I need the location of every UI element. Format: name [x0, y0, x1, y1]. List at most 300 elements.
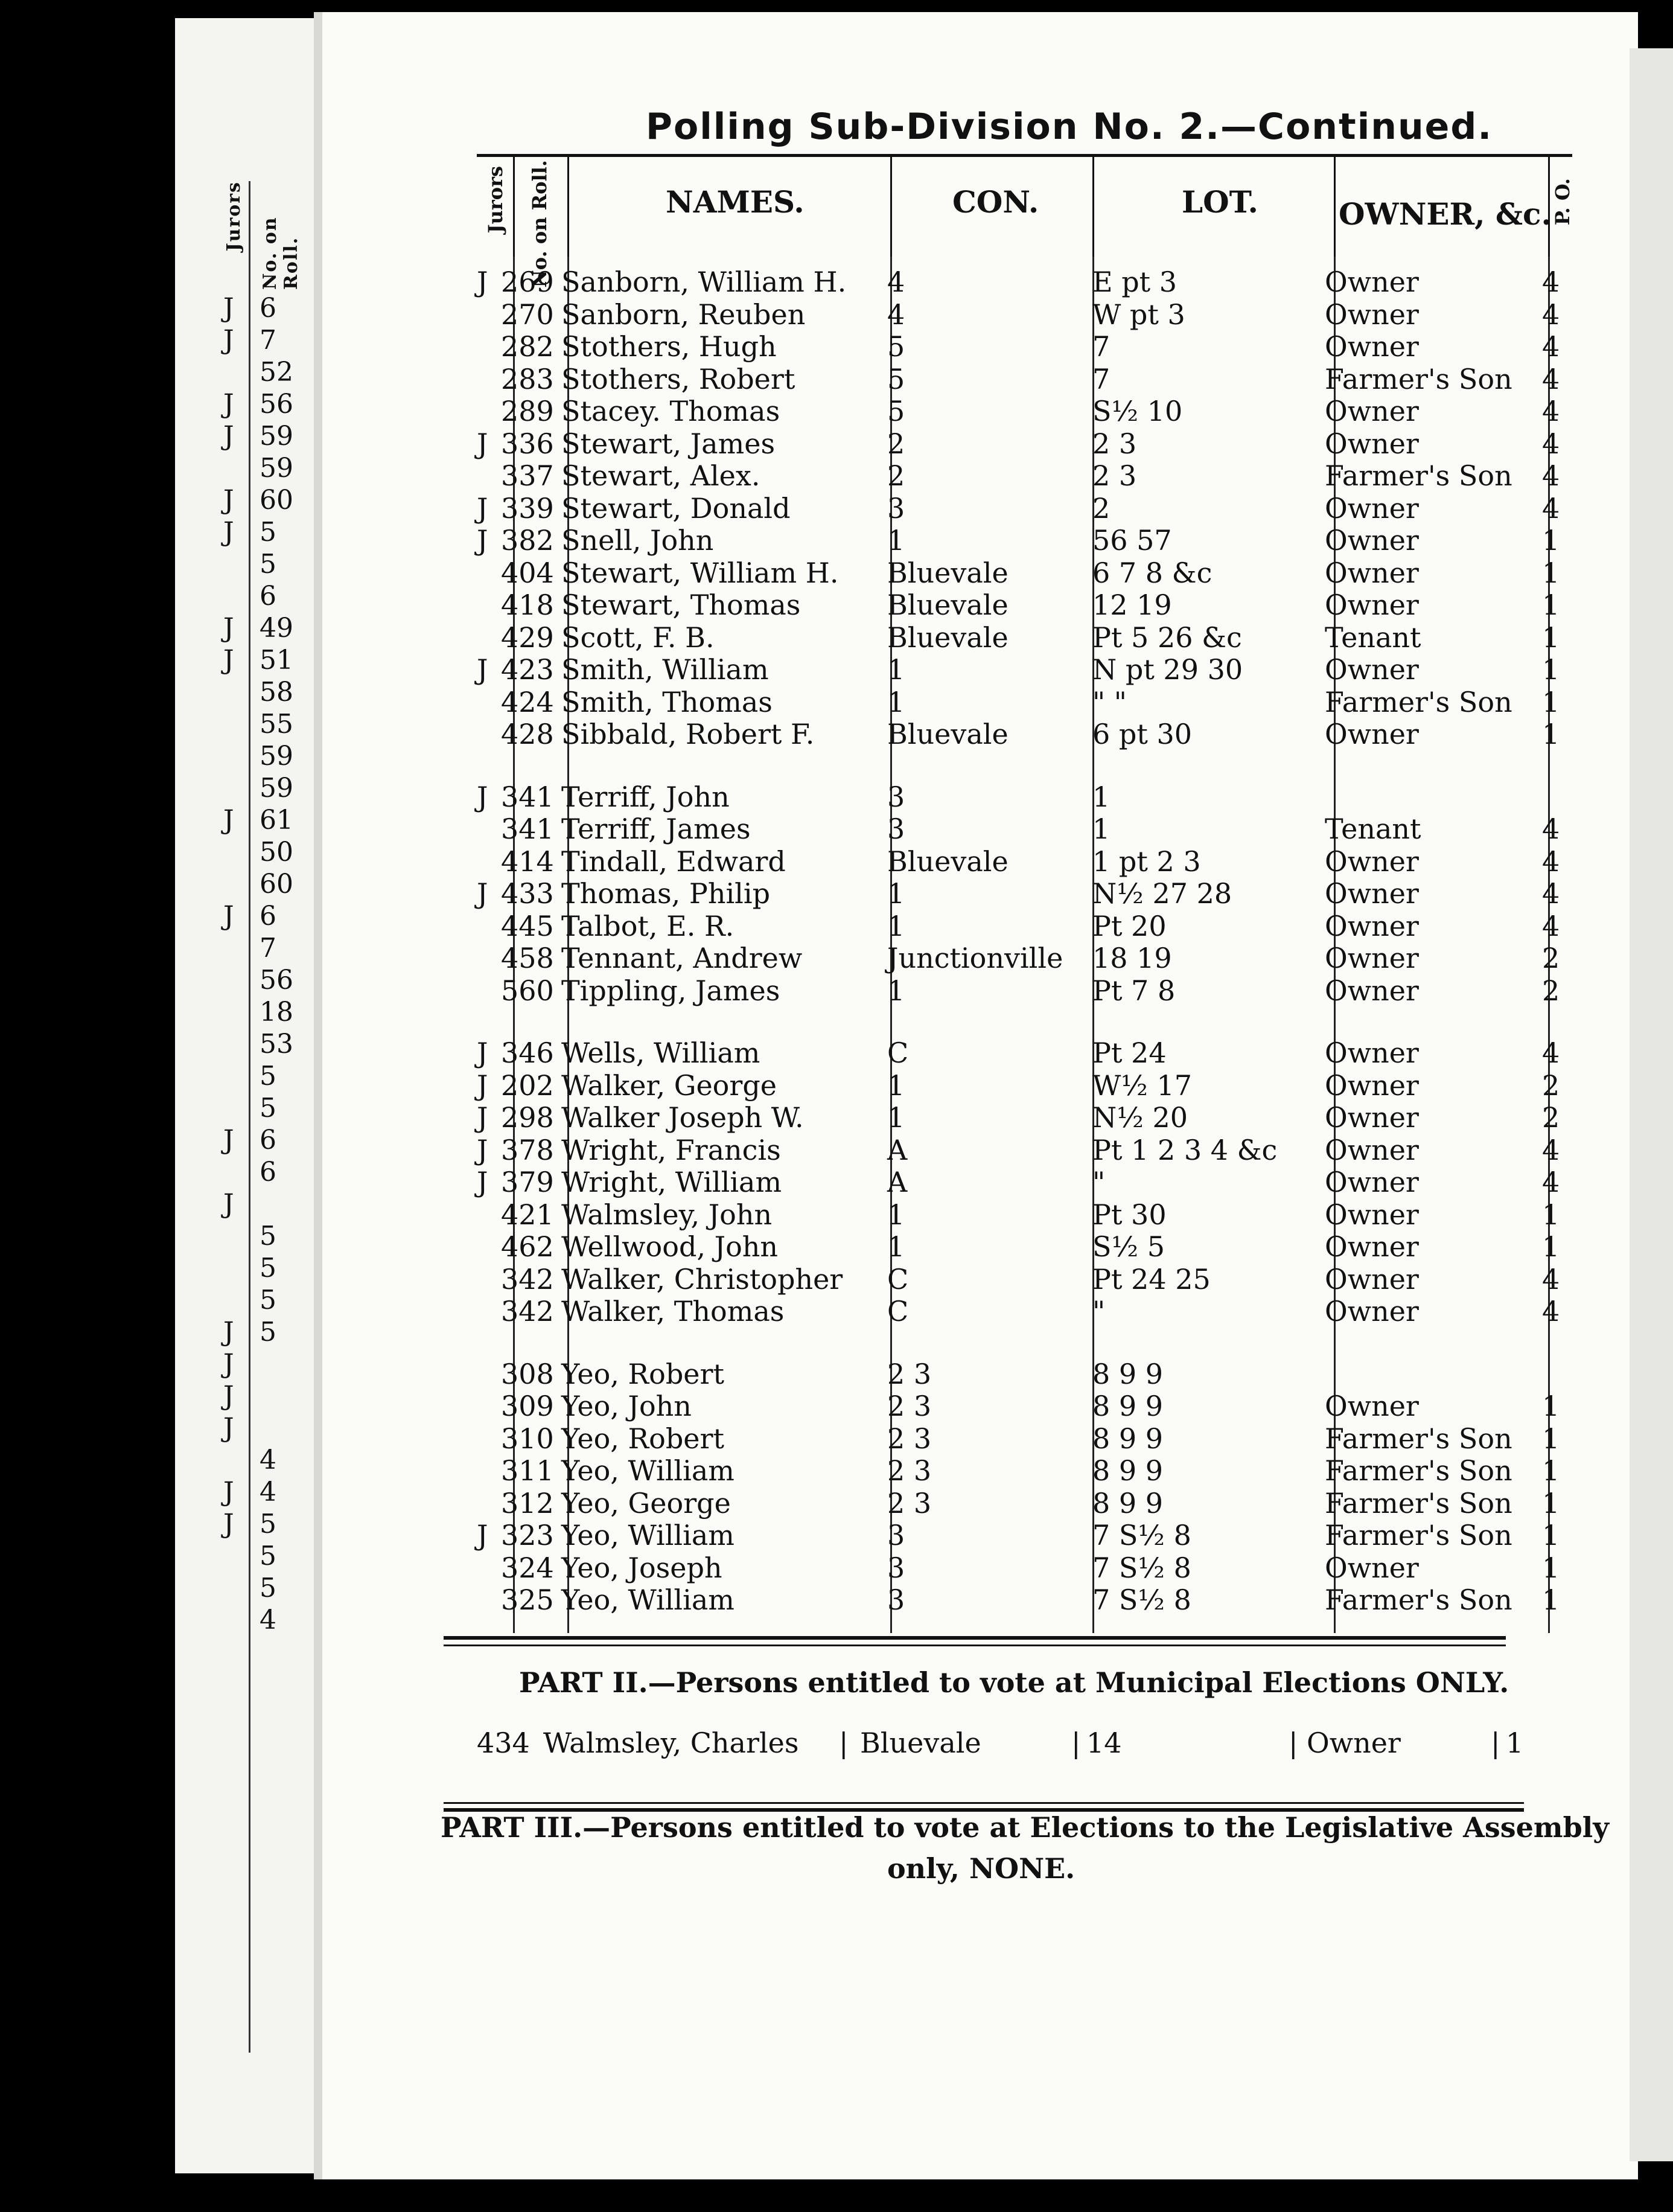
row-owner: Owner — [1325, 1134, 1419, 1166]
left-roll-number: 5 — [260, 1253, 276, 1283]
left-roll-number: 56 — [260, 389, 293, 420]
row-lot: 7 S½ 8 — [1092, 1552, 1191, 1584]
right-page-edge — [1630, 48, 1673, 2161]
left-roll-number: 60 — [260, 869, 293, 900]
left-page-row — [223, 1029, 308, 1059]
row-con: 2 3 — [887, 1487, 932, 1520]
left-page-row — [223, 901, 308, 931]
left-roll-number: 5 — [260, 1285, 276, 1315]
left-juror-mark: J — [223, 389, 234, 420]
left-juror-mark: J — [223, 1125, 234, 1156]
row-owner: Owner — [1325, 845, 1419, 878]
row-owner: Owner — [1325, 910, 1419, 942]
left-page-row — [223, 389, 308, 419]
row-con: A — [887, 1166, 908, 1198]
row-lot: " " — [1092, 686, 1127, 718]
table-row — [471, 1134, 1575, 1166]
row-con: 4 — [887, 298, 905, 331]
left-roll-number: 18 — [260, 997, 293, 1028]
row-roll-number: 282 — [501, 330, 554, 363]
row-owner: Owner — [1325, 653, 1419, 686]
left-page-row — [223, 421, 308, 451]
row-name: Terriff, John — [561, 781, 730, 813]
row-owner: Owner — [1325, 1166, 1419, 1198]
row-owner: Farmer's Son — [1325, 1454, 1512, 1487]
row-con: 1 — [887, 524, 905, 557]
table-row — [471, 686, 1575, 718]
left-roll-number: 6 — [260, 1157, 276, 1188]
row-po: 1 — [1542, 1390, 1560, 1422]
table-row — [471, 1263, 1575, 1296]
left-page-row — [223, 1061, 308, 1091]
part2-po: 1 — [1506, 1727, 1524, 1759]
row-owner: Owner — [1325, 974, 1419, 1007]
left-jurors-header: Jurors — [223, 181, 244, 252]
row-roll-number: 418 — [501, 589, 554, 621]
row-roll-number: 298 — [501, 1101, 554, 1134]
row-con: 4 — [887, 266, 905, 298]
row-roll-number: 336 — [501, 427, 554, 460]
row-roll-number: 325 — [501, 1584, 554, 1616]
part1-end-rule-thin — [444, 1645, 1506, 1646]
table-row — [471, 877, 1575, 910]
row-roll-number: 310 — [501, 1422, 554, 1455]
row-po: 4 — [1542, 1037, 1560, 1069]
row-owner: Farmer's Son — [1325, 459, 1512, 492]
row-con: 3 — [887, 1552, 905, 1584]
row-name: Thomas, Philip — [561, 877, 771, 910]
table-row — [471, 845, 1575, 878]
row-po: 1 — [1542, 1584, 1560, 1616]
row-po: 1 — [1542, 1198, 1560, 1231]
left-roll-number: 59 — [260, 773, 293, 804]
row-roll-number: 462 — [501, 1230, 554, 1263]
row-juror-mark: J — [477, 427, 488, 460]
row-po: 1 — [1542, 1552, 1560, 1584]
row-name: Walmsley, John — [561, 1198, 773, 1231]
row-po: 1 — [1542, 653, 1560, 686]
row-owner: Owner — [1325, 1037, 1419, 1069]
row-con: 2 3 — [887, 1454, 932, 1487]
left-roll-number: 4 — [260, 1477, 276, 1507]
row-name: Tippling, James — [561, 974, 780, 1007]
row-po: 4 — [1542, 910, 1560, 942]
header-po — [1548, 154, 1574, 257]
row-lot: 18 19 — [1092, 942, 1172, 974]
header-lot — [1092, 154, 1336, 257]
row-con: 1 — [887, 653, 905, 686]
part2-owner: Owner — [1307, 1727, 1401, 1759]
part2-lot: 14 — [1086, 1727, 1122, 1759]
left-roll-number: 6 — [260, 293, 276, 324]
row-name: Wellwood, John — [561, 1230, 779, 1263]
row-name: Stewart, Alex. — [561, 459, 760, 492]
row-po: 1 — [1542, 686, 1560, 718]
left-juror-mark: J — [223, 1509, 234, 1539]
row-lot: 8 9 9 — [1092, 1454, 1164, 1487]
left-juror-mark: J — [223, 421, 234, 452]
row-con: 2 3 — [887, 1422, 932, 1455]
row-roll-number: 404 — [501, 557, 554, 589]
row-name: Sanborn, Reuben — [561, 298, 806, 331]
row-owner: Owner — [1325, 1552, 1419, 1584]
row-po: 1 — [1542, 1487, 1560, 1520]
row-con: Bluevale — [887, 589, 1009, 621]
row-lot: Pt 24 25 — [1092, 1263, 1211, 1296]
row-con: 2 3 — [887, 1390, 932, 1422]
row-lot: " — [1092, 1166, 1106, 1198]
table-row — [471, 718, 1575, 750]
row-roll-number: 341 — [501, 781, 554, 813]
left-page-row — [223, 837, 308, 867]
header-con — [890, 154, 1094, 257]
left-roll-number: 56 — [260, 965, 293, 996]
row-roll-number: 433 — [501, 877, 554, 910]
left-roll-number: 5 — [260, 1573, 276, 1603]
row-roll-number: 324 — [501, 1552, 554, 1584]
row-name: Walker Joseph W. — [561, 1101, 804, 1134]
row-roll-number: 269 — [501, 266, 554, 298]
row-con: 5 — [887, 363, 905, 395]
row-name: Sanborn, William H. — [561, 266, 847, 298]
row-name: Stewart, William H. — [561, 557, 839, 589]
row-owner: Owner — [1325, 1198, 1419, 1231]
row-con: 2 3 — [887, 1358, 932, 1390]
left-page-header — [211, 181, 302, 290]
left-juror-mark: J — [223, 1349, 234, 1379]
row-owner: Owner — [1325, 877, 1419, 910]
row-name: Yeo, William — [561, 1454, 735, 1487]
row-con: C — [887, 1263, 909, 1296]
table-row — [471, 524, 1575, 557]
row-name: Walker, Christopher — [561, 1263, 843, 1296]
table-row — [471, 781, 1575, 813]
row-lot: 1 — [1092, 813, 1111, 845]
row-po: 1 — [1542, 557, 1560, 589]
row-lot: 12 19 — [1092, 589, 1172, 621]
row-name: Wright, William — [561, 1166, 782, 1198]
left-page-row — [223, 645, 308, 675]
left-roll-number: 60 — [260, 485, 293, 516]
header-con-label: CON. — [952, 184, 1039, 220]
left-page-row — [223, 1285, 308, 1315]
row-po: 4 — [1542, 877, 1560, 910]
table-row — [471, 910, 1575, 942]
left-page-row — [223, 1413, 308, 1443]
table-row — [471, 266, 1575, 298]
header-jurors — [477, 154, 513, 257]
left-page-row — [223, 517, 308, 547]
row-con: 1 — [887, 974, 905, 1007]
row-name: Yeo, Robert — [561, 1358, 725, 1390]
row-con: 1 — [887, 686, 905, 718]
row-owner: Owner — [1325, 1069, 1419, 1102]
row-owner: Owner — [1325, 1390, 1419, 1422]
row-lot: N½ 20 — [1092, 1101, 1188, 1134]
left-page-row — [223, 677, 308, 707]
row-name: Yeo, John — [561, 1390, 692, 1422]
left-roll-number: 58 — [260, 677, 293, 708]
left-roll-number: 51 — [260, 645, 293, 676]
row-roll-number: 308 — [501, 1358, 554, 1390]
left-roll-number: 59 — [260, 453, 293, 484]
row-owner: Owner — [1325, 942, 1419, 974]
left-roll-number: 59 — [260, 741, 293, 772]
row-roll-number: 428 — [501, 718, 554, 750]
left-page-row — [223, 1509, 308, 1539]
row-po: 4 — [1542, 298, 1560, 331]
table-row — [471, 1230, 1575, 1263]
row-roll-number: 323 — [501, 1519, 554, 1552]
row-po: 1 — [1542, 524, 1560, 557]
row-juror-mark: J — [477, 1166, 488, 1198]
left-page-row — [223, 1253, 308, 1283]
left-roll-number: 5 — [260, 1061, 276, 1092]
row-lot: 8 9 9 — [1092, 1358, 1164, 1390]
left-page-row — [223, 1445, 308, 1475]
left-roll-number: 53 — [260, 1029, 293, 1060]
row-con: 1 — [887, 1101, 905, 1134]
row-po: 2 — [1542, 974, 1560, 1007]
left-roll-number: 6 — [260, 901, 276, 932]
row-con: 3 — [887, 1584, 905, 1616]
left-juror-mark: J — [223, 645, 234, 676]
row-owner: Farmer's Son — [1325, 1584, 1512, 1616]
left-juror-mark: J — [223, 805, 234, 836]
left-roll-number: 5 — [260, 1093, 276, 1124]
left-roll-number: 7 — [260, 325, 276, 356]
table-row — [471, 1295, 1575, 1328]
row-lot: W pt 3 — [1092, 298, 1185, 331]
row-name: Wright, Francis — [561, 1134, 781, 1166]
row-name: Talbot, E. R. — [561, 910, 735, 942]
row-owner: Farmer's Son — [1325, 1422, 1512, 1455]
row-owner: Owner — [1325, 298, 1419, 331]
left-juror-mark: J — [223, 1413, 234, 1443]
table-row — [471, 330, 1575, 363]
row-po: 4 — [1542, 1134, 1560, 1166]
row-po: 4 — [1542, 459, 1560, 492]
part1-end-rule — [444, 1636, 1506, 1640]
row-con: 3 — [887, 1519, 905, 1552]
row-owner: Owner — [1325, 492, 1419, 525]
header-names-label: NAMES. — [666, 184, 805, 220]
table-row — [471, 492, 1575, 525]
row-po: 4 — [1542, 492, 1560, 525]
row-roll-number: 342 — [501, 1263, 554, 1296]
row-lot: 8 9 9 — [1092, 1390, 1164, 1422]
left-page-row — [223, 1221, 308, 1251]
left-page-row — [223, 549, 308, 579]
left-juror-mark: J — [223, 613, 234, 644]
left-roll-number: 5 — [260, 1221, 276, 1251]
row-name: Walker, George — [561, 1069, 777, 1102]
row-po: 4 — [1542, 395, 1560, 427]
row-roll-number: 423 — [501, 653, 554, 686]
row-name: Yeo, Joseph — [561, 1552, 722, 1584]
row-owner: Farmer's Son — [1325, 686, 1512, 718]
row-roll-number: 341 — [501, 813, 554, 845]
row-con: 3 — [887, 492, 905, 525]
row-owner: Farmer's Son — [1325, 1519, 1512, 1552]
row-con: C — [887, 1037, 909, 1069]
row-lot: 2 3 — [1092, 459, 1137, 492]
left-roll-number: 5 — [260, 549, 276, 580]
row-lot: 6 pt 30 — [1092, 718, 1192, 750]
left-page-row — [223, 1381, 308, 1411]
row-con: 2 — [887, 459, 905, 492]
row-po: 4 — [1542, 845, 1560, 878]
table-row — [471, 1519, 1575, 1552]
left-page-row — [223, 805, 308, 835]
left-roll-number: 50 — [260, 837, 293, 868]
row-con: Junctionville — [887, 942, 1063, 974]
left-page-row — [223, 1605, 308, 1635]
row-roll-number: 346 — [501, 1037, 554, 1069]
row-roll-number: 378 — [501, 1134, 554, 1166]
part3-heading-continued: only, NONE. — [887, 1852, 1076, 1885]
row-lot: Pt 5 26 &c — [1092, 621, 1242, 654]
left-roll-number: 49 — [260, 613, 293, 644]
row-name: Snell, John — [561, 524, 714, 557]
row-lot: Pt 24 — [1092, 1037, 1167, 1069]
row-con: Bluevale — [887, 621, 1009, 654]
row-name: Stewart, Thomas — [561, 589, 801, 621]
row-lot: Pt 30 — [1092, 1198, 1167, 1231]
row-roll-number: 283 — [501, 363, 554, 395]
row-con: 5 — [887, 395, 905, 427]
row-lot: 7 S½ 8 — [1092, 1519, 1191, 1552]
left-page-row — [223, 293, 308, 323]
row-roll-number: 421 — [501, 1198, 554, 1231]
row-roll-number: 202 — [501, 1069, 554, 1102]
row-owner: Owner — [1325, 427, 1419, 460]
row-lot: 1 pt 2 3 — [1092, 845, 1201, 878]
table-row — [471, 1422, 1575, 1455]
row-con: 3 — [887, 781, 905, 813]
row-name: Scott, F. B. — [561, 621, 715, 654]
table-row — [471, 1037, 1575, 1069]
row-lot: N½ 27 28 — [1092, 877, 1232, 910]
row-roll-number: 458 — [501, 942, 554, 974]
part2-con-divider: | — [839, 1727, 849, 1759]
table-row — [471, 589, 1575, 621]
row-lot: 8 9 9 — [1092, 1422, 1164, 1455]
left-roll-header: No. on Roll. — [260, 216, 302, 290]
row-juror-mark: J — [477, 781, 488, 813]
part2-heading: PART II.—Persons entitled to vote at Municipal Elections ONLY. — [519, 1666, 1509, 1699]
row-con: 1 — [887, 1230, 905, 1263]
row-roll-number: 289 — [501, 395, 554, 427]
row-owner: Farmer's Son — [1325, 363, 1512, 395]
table-row — [471, 395, 1575, 427]
part2-con: Bluevale — [860, 1727, 981, 1759]
part2-owner-divider: | — [1289, 1727, 1298, 1759]
part2-row — [477, 1727, 1563, 1763]
row-roll-number: 312 — [501, 1487, 554, 1520]
row-juror-mark: J — [477, 1069, 488, 1102]
row-lot: W½ 17 — [1092, 1069, 1193, 1102]
row-con: 1 — [887, 877, 905, 910]
table-row — [471, 363, 1575, 395]
left-page-row — [223, 773, 308, 803]
row-roll-number: 379 — [501, 1166, 554, 1198]
row-lot: S½ 5 — [1092, 1230, 1165, 1263]
row-name: Yeo, Robert — [561, 1422, 725, 1455]
row-lot: Pt 20 — [1092, 910, 1167, 942]
row-owner: Owner — [1325, 1263, 1419, 1296]
row-name: Tindall, Edward — [561, 845, 786, 878]
row-con: 3 — [887, 813, 905, 845]
left-page-row — [223, 357, 308, 387]
row-roll-number: 414 — [501, 845, 554, 878]
row-po: 1 — [1542, 621, 1560, 654]
row-roll-number: 445 — [501, 910, 554, 942]
left-roll-number: 4 — [260, 1605, 276, 1635]
table-row — [471, 813, 1575, 845]
row-lot: Pt 7 8 — [1092, 974, 1176, 1007]
left-juror-mark: J — [223, 1477, 234, 1507]
table-row — [471, 653, 1575, 686]
row-lot: 8 9 9 — [1092, 1487, 1164, 1520]
row-juror-mark: J — [477, 1519, 488, 1552]
row-roll-number: 429 — [501, 621, 554, 654]
row-lot: " — [1092, 1295, 1106, 1328]
row-lot: S½ 10 — [1092, 395, 1183, 427]
header-roll-label: No. on Roll. — [528, 160, 551, 288]
row-lot: Pt 1 2 3 4 &c — [1092, 1134, 1278, 1166]
header-owner-label: OWNER, &c. — [1339, 196, 1552, 232]
row-roll-number: 311 — [501, 1454, 554, 1487]
table-row — [471, 557, 1575, 589]
row-po: 1 — [1542, 589, 1560, 621]
row-owner: Owner — [1325, 266, 1419, 298]
left-roll-number: 5 — [260, 1509, 276, 1539]
left-juror-mark: J — [223, 1189, 234, 1219]
row-roll-number: 382 — [501, 524, 554, 557]
row-owner: Owner — [1325, 589, 1419, 621]
row-juror-mark: J — [477, 1134, 488, 1166]
left-roll-number: 6 — [260, 581, 276, 612]
row-po: 4 — [1542, 330, 1560, 363]
left-roll-number: 59 — [260, 421, 293, 452]
row-name: Yeo, William — [561, 1519, 735, 1552]
table-row — [471, 1198, 1575, 1231]
left-juror-mark: J — [223, 293, 234, 324]
table-row — [471, 298, 1575, 331]
part2-po-divider: | — [1491, 1727, 1500, 1759]
left-page-row — [223, 869, 308, 899]
table-row — [471, 1166, 1575, 1198]
header-lot-label: LOT. — [1182, 184, 1258, 220]
left-roll-number: 4 — [260, 1445, 276, 1475]
header-jurors-label: Jurors — [484, 166, 507, 234]
left-page-row — [223, 613, 308, 643]
row-po: 2 — [1542, 1069, 1560, 1102]
row-con: 2 — [887, 427, 905, 460]
table-row — [471, 459, 1575, 492]
left-juror-mark: J — [223, 485, 234, 516]
left-juror-mark: J — [223, 1381, 234, 1411]
row-owner: Owner — [1325, 524, 1419, 557]
row-juror-mark: J — [477, 1037, 488, 1069]
row-roll-number: 339 — [501, 492, 554, 525]
row-name: Yeo, George — [561, 1487, 731, 1520]
table-row — [471, 1101, 1575, 1134]
table-row — [471, 1454, 1575, 1487]
header-po-label: P. O. — [1551, 178, 1574, 226]
row-lot: 1 — [1092, 781, 1111, 813]
